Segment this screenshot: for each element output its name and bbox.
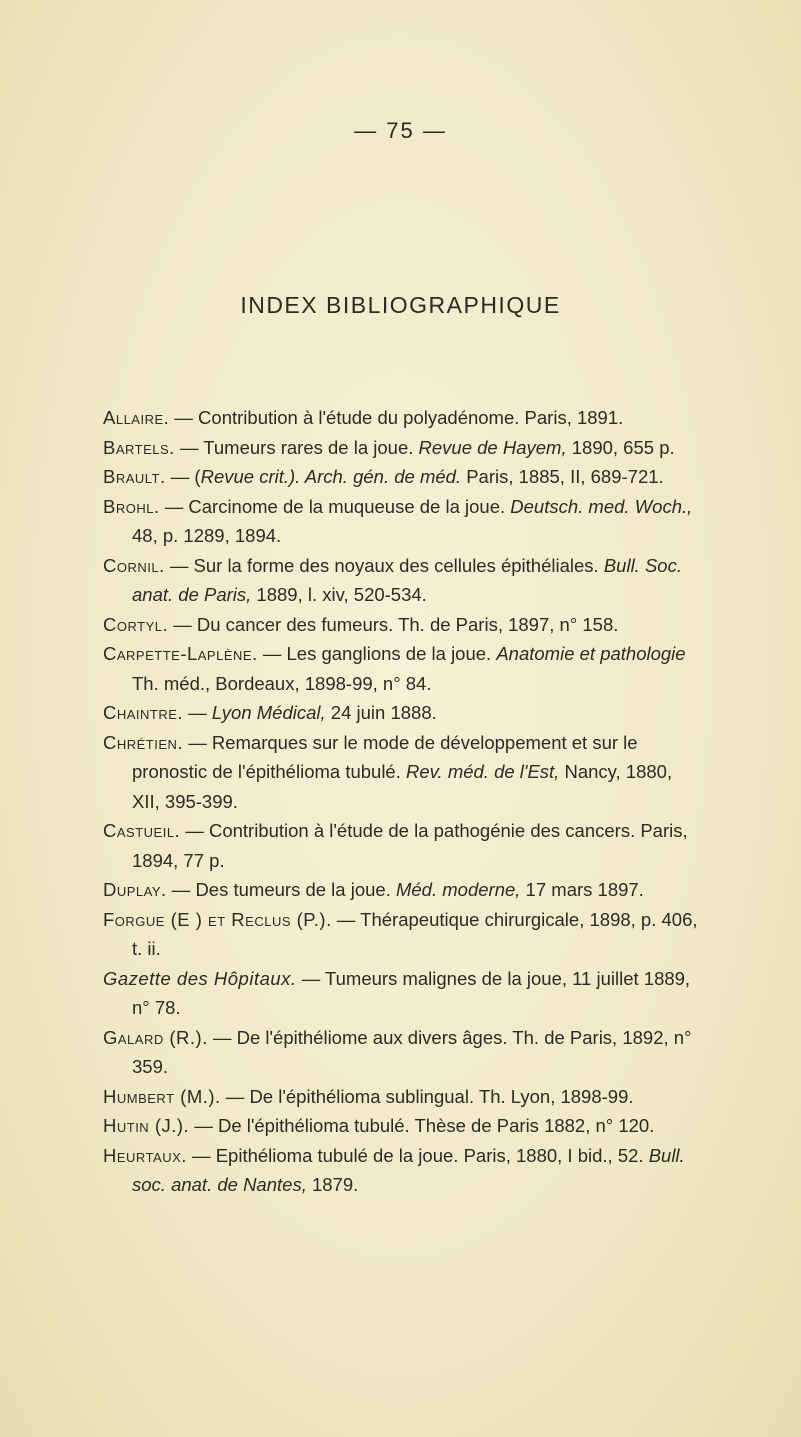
entry-text: — De l'épithélioma sublingual. Th. Lyon, 1898-99. bbox=[220, 1085, 634, 1107]
bibliography-entry bbox=[103, 1023, 703, 1082]
entry-author: Chrétien. bbox=[103, 731, 184, 753]
entry-author: Cornil. bbox=[103, 554, 165, 576]
entry-text: — Tumeurs malignes de la joue, 11 juillet 1889, n° 78. bbox=[132, 967, 691, 1018]
bibliography-entry bbox=[103, 1082, 703, 1112]
entry-author: Galard (R.). bbox=[103, 1026, 208, 1048]
entry-text: — Les ganglions de la joue. bbox=[257, 643, 497, 664]
entry-source: Méd. moderne, bbox=[395, 879, 521, 900]
entry-text: — Du cancer des fumeurs. Th. de Paris, 1897, n° 158. bbox=[168, 613, 619, 635]
entry-source: Revue crit.). Arch. gén. de méd. bbox=[200, 466, 462, 487]
entry-author: Bartels. bbox=[103, 436, 175, 458]
entry-author: Humbert (M.). bbox=[103, 1085, 221, 1107]
entry-tail: 17 mars 1897. bbox=[520, 879, 644, 900]
entry-author: Castueil. bbox=[103, 820, 181, 841]
entry-author: Hutin (J.). bbox=[103, 1115, 190, 1136]
bibliography-entry bbox=[103, 403, 703, 433]
entry-text: — bbox=[183, 702, 212, 723]
bibliography-list bbox=[103, 403, 703, 1200]
entry-tail: 1889, l. xiv, 520-534. bbox=[251, 584, 427, 605]
bibliography-entry bbox=[103, 816, 703, 875]
bibliography-entry bbox=[103, 875, 703, 905]
entry-source: Rev. méd. de l'Est, bbox=[406, 761, 560, 782]
entry-author: Forgue (E ) et Reclus (P.). bbox=[103, 908, 332, 930]
entry-tail: 1890, 655 p. bbox=[566, 436, 675, 458]
entry-tail: 24 juin 1888. bbox=[325, 702, 437, 723]
entry-author: Gazette des Hôpitaux. bbox=[103, 967, 297, 989]
entry-author: Allaire. bbox=[103, 407, 170, 428]
entry-source: Lyon Médical, bbox=[211, 702, 326, 723]
entry-source: Anatomie et pathologie bbox=[496, 643, 686, 664]
entry-text: — De l'épithélioma tubulé. Thèse de Paris 1882, n° 120. bbox=[189, 1115, 655, 1136]
entry-text: — Des tumeurs de la joue. bbox=[166, 879, 396, 900]
entry-text: — Thérapeutique chirurgicale, 1898, p. 406, t. ii. bbox=[132, 908, 698, 959]
bibliography-entry bbox=[103, 639, 703, 698]
entry-tail: 1879. bbox=[306, 1174, 359, 1195]
entry-source: Deutsch. med. Woch., bbox=[510, 495, 693, 517]
entry-text: — Contribution à l'étude du polyadénome. Paris, 1891. bbox=[169, 407, 624, 428]
entry-tail: Nancy, 1880, XII, 395-399. bbox=[132, 761, 673, 812]
entry-text: — Sur la forme des noyaux des cellules épithéliales. bbox=[164, 554, 604, 576]
entry-source: Revue de Hayem, bbox=[418, 436, 567, 458]
bibliography-entry bbox=[103, 698, 703, 728]
entry-text: — Remarques sur le mode de développement et sur le pronostic de l'épithélioma tubulé. bbox=[132, 731, 638, 782]
entry-text: — De l'épithéliome aux divers âges. Th. de Paris, 1892, n° 359. bbox=[132, 1026, 692, 1077]
entry-tail: Th. méd., Bordeaux, 1898-99, n° 84. bbox=[132, 672, 432, 694]
page-title: INDEX BIBLIOGRAPHIQUE bbox=[240, 292, 561, 318]
bibliography-entry bbox=[103, 1141, 703, 1200]
entry-author: Heurtaux. bbox=[103, 1144, 187, 1166]
bibliography-entry bbox=[103, 905, 703, 964]
page-number: — 75 — bbox=[354, 118, 447, 143]
entry-source: Bull. Soc. anat. de Paris, bbox=[132, 554, 682, 605]
entry-text: — Epithélioma tubulé de la joue. Paris, 1880, I bid., 52. bbox=[186, 1144, 649, 1166]
entry-author: Carpette-Laplène. bbox=[103, 643, 258, 664]
entry-tail: 48, p. 1289, 1894. bbox=[132, 525, 282, 546]
bibliography-entry bbox=[103, 610, 703, 640]
entry-text: — Contribution à l'étude de la pathogénie des cancers. Paris, 1894, 77 p. bbox=[132, 820, 688, 871]
bibliography-entry bbox=[103, 964, 703, 1023]
entry-text: — Carcinome de la muqueuse de la joue. bbox=[159, 495, 511, 517]
entry-author: Chaintre. bbox=[103, 702, 184, 723]
entry-author: Brault. bbox=[103, 466, 166, 487]
bibliography-entry bbox=[103, 492, 703, 551]
entry-source: Bull. soc. anat. de Nantes, bbox=[132, 1144, 685, 1195]
entry-author: Duplay. bbox=[103, 879, 167, 900]
bibliography-entry bbox=[103, 728, 703, 817]
entry-text: — ( bbox=[165, 466, 201, 487]
bibliography-entry bbox=[103, 462, 703, 492]
bibliography-entry bbox=[103, 551, 703, 610]
entry-author: Brohl. bbox=[103, 495, 160, 517]
bibliography-entry bbox=[103, 433, 703, 463]
entry-author: Cortyl. bbox=[103, 613, 169, 635]
bibliography-entry bbox=[103, 1111, 703, 1141]
entry-tail: Paris, 1885, II, 689-721. bbox=[461, 466, 664, 487]
entry-text: — Tumeurs rares de la joue. bbox=[174, 436, 419, 458]
